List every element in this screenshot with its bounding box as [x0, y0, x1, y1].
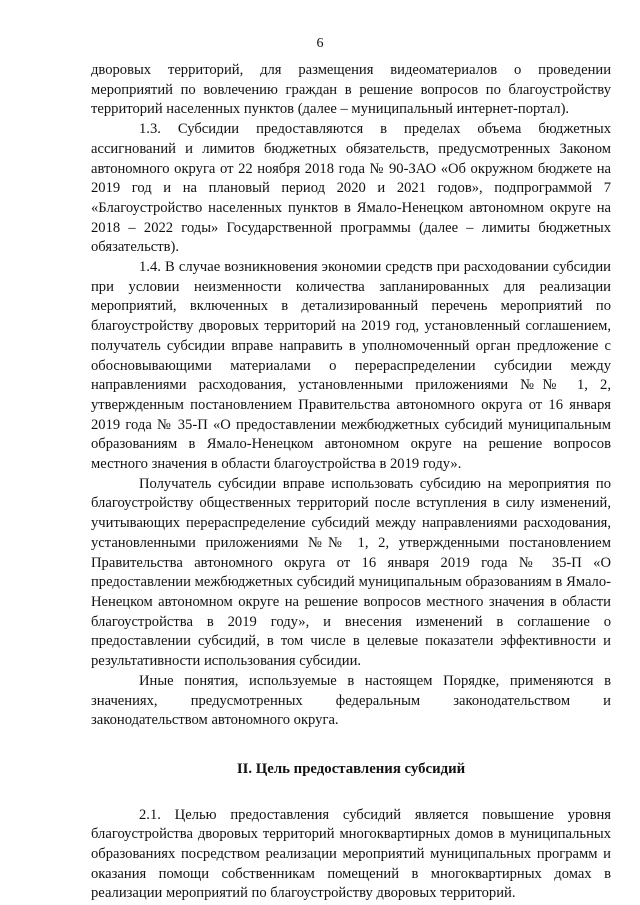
paragraph-other-terms: Иные понятия, используемые в настоящем Порядке, применяются в значениях, предусмотренных федеральным законодательством и законодательством автономного округа.	[91, 672, 611, 729]
paragraph-2-1: 2.1. Целью предоставления субсидий является повышение уровня благоустройства дворовых территорий многоквартирных домов в муниципальных образованиях посредством реализации мероприятий муниципальных программ и оказания помощи собственникам помещений в многоквартирных домах в реализации мероприятий по благоустройству дворовых территорий.	[91, 806, 611, 902]
page-number: 6	[316, 36, 324, 51]
document-body	[91, 61, 611, 904]
paragraph-1-4: 1.4. В случае возникновения экономии средств при расходовании субсидии при условии неизменности количества запланированных для реализации мероприятий, включенных в детализированный перечень мероприятий по благоустройству дворовых территорий на 2019 год, установленный соглашением, получатель субсидии вправе направить в уполномоченный орган предложение с обосновывающими материалами о перераспределении субсидии между направлениями расходования, установленными приложениями №№ 1, 2, утвержденным постановлением Правительства автономного округа от 16 января 2019 года № 35-П «О предоставлении межбюджетных субсидий муниципальным образованиям в Ямало-Ненецком автономном округе на решение вопросов местного значения в области благоустройства в 2019 году».	[91, 259, 611, 473]
paragraph-continuation: дворовых территорий, для размещения видеоматериалов о проведении мероприятий по вовлечению граждан в решение вопросов по благоустройству территорий населенных пунктов (далее – муниципальный интернет-портал).	[91, 62, 611, 118]
paragraph-recipient: Получатель субсидии вправе использовать субсидию на мероприятия по благоустройству общественных территорий после вступления в силу изменений, учитывающих перераспределение субсидий между направлениями расходования, установленными приложениями №№ 1, 2, утвержденными постановлением Правительства автономного округа от 16 января 2019 года № 35-П «О предоставлении межбюджетных субсидий муниципальным образованиям в Ямало-Ненецком автономном округе на решение вопросов местного значения в области благоустройства в 2019 году», и внесения изменений в соглашение о предоставлении субсидий, в том числе в целевые показатели эффективности и результативности использования субсидии.	[91, 475, 611, 670]
section-heading: II. Цель предоставления субсидий	[236, 760, 466, 777]
paragraph-1-3: 1.3. Субсидии предоставляются в пределах объема бюджетных ассигнований и лимитов бюджетных обязательств, предусмотренных Законом автономного округа от 22 ноября 2018 года № 90-ЗАО «Об окружном бюджете на 2019 год и на плановый период 2020 и 2021 годов», подпрограммой 7 «Благоустройство населенных пунктов в Ямало-Ненецком автономном округе на 2018 – 2022 годы» Государственной программы (далее – лимиты бюджетных обязательств).	[91, 121, 611, 256]
